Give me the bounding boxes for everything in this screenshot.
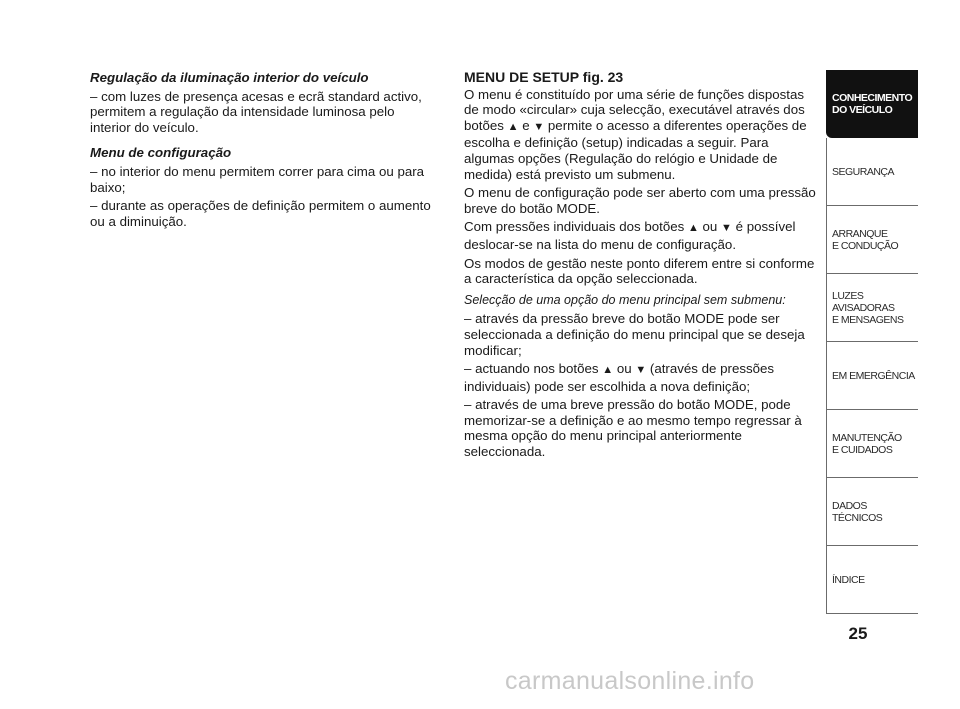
config-menu-text-2: – durante as operações de definição permitem o aumento ou a diminuição. bbox=[90, 198, 431, 229]
down-arrow-icon: ▼ bbox=[533, 120, 545, 133]
selection-step-1: – através da pressão breve do botão MODE pode ser seleccionada a definição do menu principal que se deseja modificar; bbox=[464, 311, 805, 358]
left-column bbox=[90, 70, 435, 232]
up-arrow-icon: ▲ bbox=[602, 364, 614, 377]
down-arrow-icon: ▼ bbox=[721, 222, 732, 235]
up-arrow-icon: ▲ bbox=[687, 222, 699, 235]
setup-menu-paragraph-2: O menu de configuração pode ser aberto com uma pressão breve do botão MODE. bbox=[464, 185, 816, 216]
selection-subheading: Selecção de uma opção do menu principal sem submenu: bbox=[464, 292, 786, 307]
tab-arranque-e-conducao[interactable]: ARRANQUE E CONDUÇÃO bbox=[826, 206, 918, 274]
page-number: 25 bbox=[848, 624, 868, 643]
tab-luzes-avisadoras[interactable]: LUZES AVISADORAS E MENSAGENS bbox=[826, 274, 918, 342]
selection-step-3: – através de uma breve pressão do botão MODE, pode memorizar-se a definição e ao mesmo tempo regressar à mesma opção do menu principal anteriormente seleccionada. bbox=[464, 397, 802, 460]
section-tabs bbox=[826, 70, 918, 614]
tab-manutencao-e-cuidados[interactable]: MANUTENÇÃO E CUIDADOS bbox=[826, 410, 918, 478]
setup-menu-heading: MENU DE SETUP fig. 23 bbox=[464, 69, 624, 85]
tab-dados-tecnicos[interactable]: DADOS TÉCNICOS bbox=[826, 478, 918, 546]
tab-indice[interactable]: ÍNDICE bbox=[826, 546, 918, 614]
setup-menu-paragraph-4: Os modos de gestão neste ponto diferem entre si conforme a característica da opção seleccionada. bbox=[464, 255, 815, 287]
interior-lighting-heading: Regulação da iluminação interior do veículo bbox=[90, 70, 369, 85]
right-column bbox=[464, 70, 816, 463]
config-menu-text-1: – no interior do menu permitem correr para cima ou para baixo; bbox=[90, 163, 425, 195]
interior-lighting-text: – com luzes de presença acesas e ecrã standard activo, permitem a regulação da intensidade luminosa pelo interior do veículo. bbox=[90, 88, 422, 135]
down-arrow-icon: ▼ bbox=[635, 364, 647, 377]
selection-step-2: – actuando nos botões ▲ ou ▼ (através de pressões individuais) pode ser escolhida a nova definição; bbox=[464, 361, 775, 394]
setup-menu-paragraph-3: Com pressões individuais dos botões ▲ ou ▼ é possível deslocar-se na lista do menu de configuração. bbox=[464, 219, 796, 252]
config-menu-heading: Menu de configuração bbox=[90, 145, 232, 161]
tab-em-emergencia[interactable]: EM EMERGÊNCIA bbox=[826, 342, 918, 410]
tab-seguranca[interactable]: SEGURANÇA bbox=[826, 138, 918, 206]
tab-conhecimento-do-veiculo[interactable]: CONHECIMENTO DO VEÍCULO bbox=[826, 70, 918, 138]
up-arrow-icon: ▲ bbox=[507, 120, 519, 133]
setup-menu-paragraph-1: O menu é constituído por uma série de funções dispostas de modo «circular» cuja selecção, executável através dos botões ▲ e ▼ permite o acesso a diferentes operações de escolha e definição (setup) indicadas a seguir. Para algumas opções (Regulação do relógio e Unidade de medida) está previsto um submenu. bbox=[464, 86, 807, 182]
watermark: carmanualsonline.info bbox=[505, 667, 755, 695]
